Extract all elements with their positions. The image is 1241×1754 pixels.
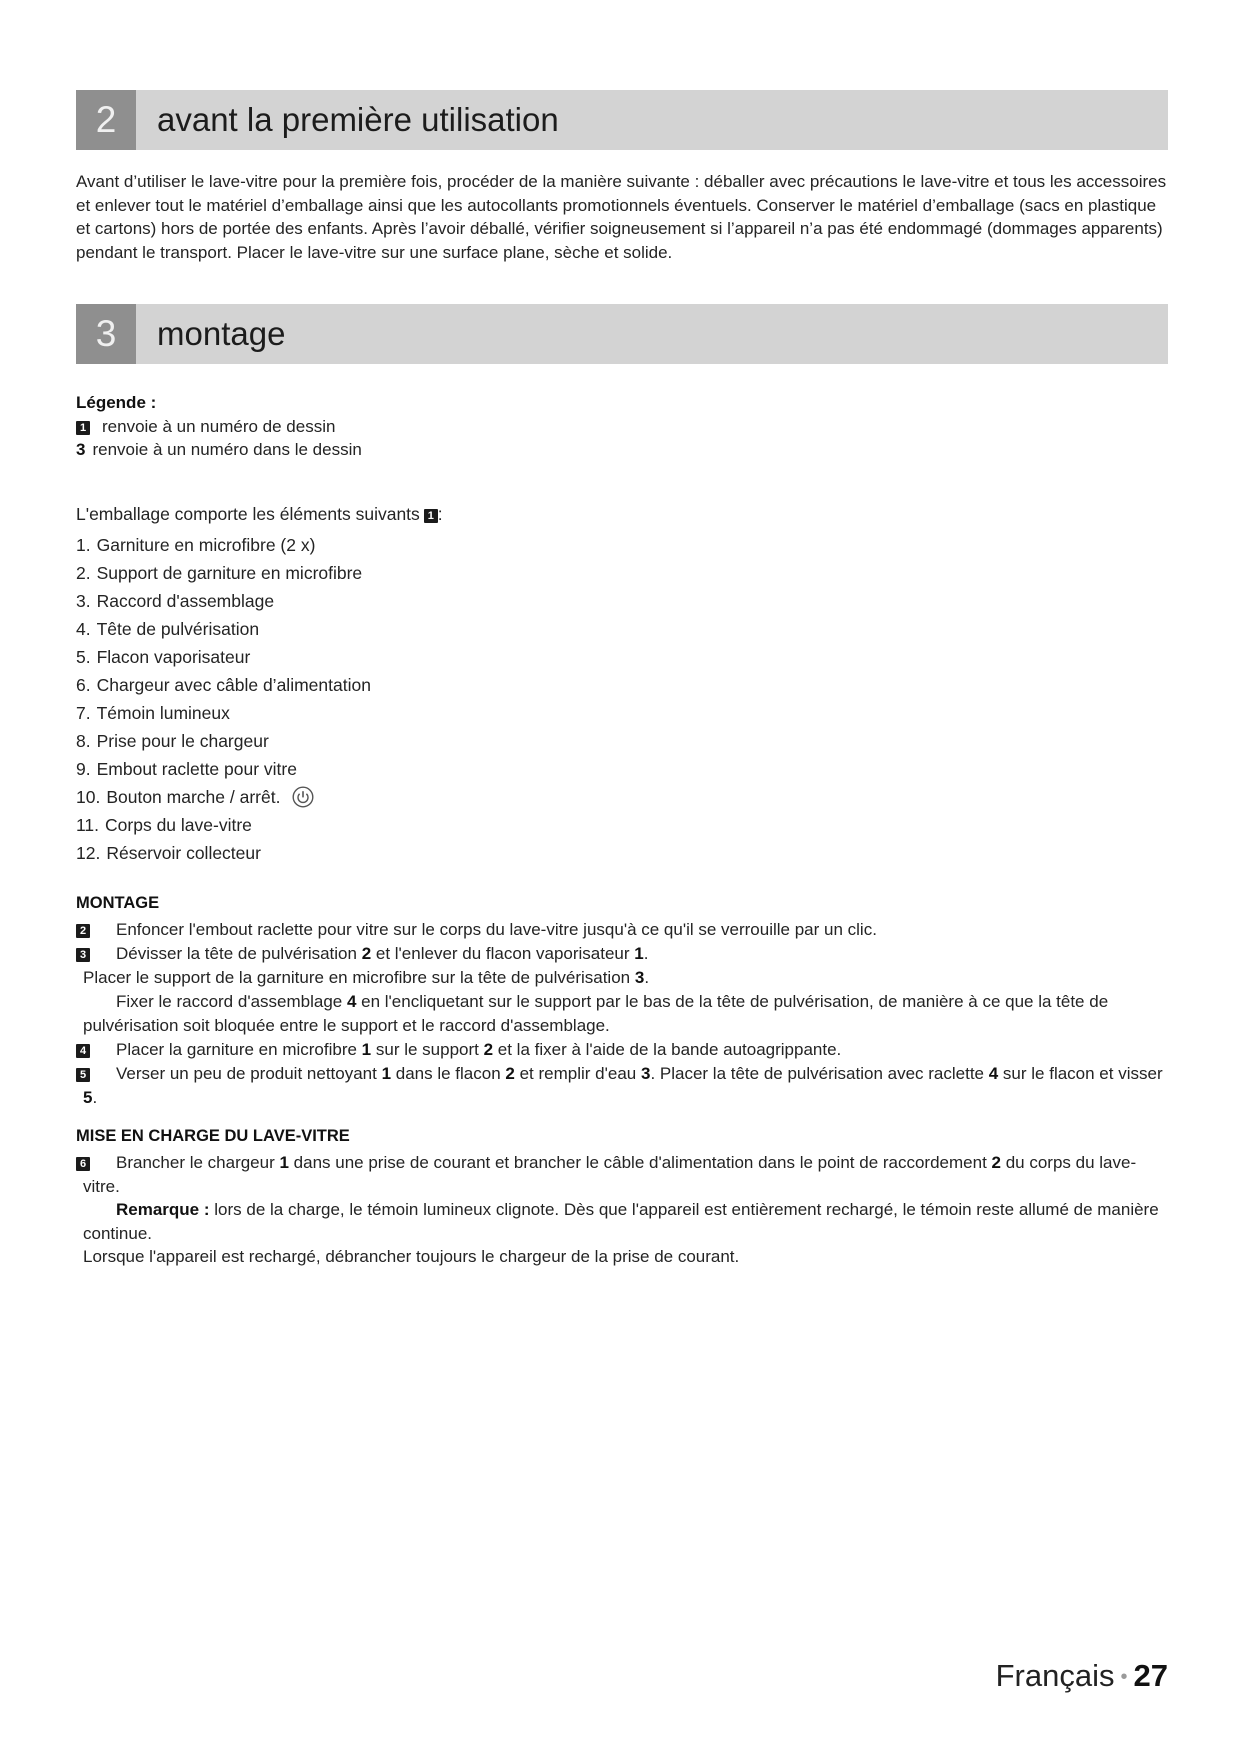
legend: [76, 391, 1168, 462]
list-item: [76, 559, 1168, 587]
contents-list: [76, 531, 1168, 867]
package-contents: [76, 500, 1168, 867]
figure-number-badge: 4: [76, 1044, 90, 1058]
list-item: [76, 783, 1168, 811]
item-label: Embout raclette pour vitre: [96, 759, 297, 779]
item-label: Support de garniture en microfibre: [96, 563, 363, 583]
item-number: 7.: [76, 703, 91, 723]
step-text: Brancher le chargeur: [116, 1153, 280, 1172]
step-text: Placer la garniture en microfibre: [116, 1040, 362, 1059]
instruction-step: [76, 966, 1168, 990]
list-item: [76, 615, 1168, 643]
list-item: [76, 811, 1168, 839]
legend-title: Légende :: [76, 393, 157, 412]
part-number: 1: [381, 1064, 392, 1083]
step-text: Dévisser la tête de pulvérisation: [116, 944, 362, 963]
section-header-assembly: [76, 304, 1168, 364]
part-number: 1: [361, 1040, 372, 1059]
part-number: 3: [640, 1064, 651, 1083]
item-number: 9.: [76, 759, 91, 779]
contents-intro: [76, 500, 1168, 528]
first-use-instructions: [76, 170, 1168, 264]
item-number: 10.: [76, 787, 101, 807]
item-number: 3.: [76, 591, 91, 611]
contents-intro-suffix: :: [437, 504, 443, 524]
step-text: Verser un peu de produit nettoyant: [116, 1064, 382, 1083]
item-number: 2.: [76, 563, 91, 583]
figure-number-badge: 3: [76, 948, 90, 962]
step-text: .: [643, 944, 649, 963]
contents-intro-text: L'emballage comporte les éléments suivants: [76, 504, 420, 524]
section-number: 2: [76, 90, 136, 150]
list-item: [76, 531, 1168, 559]
footer-language: Français: [995, 1658, 1115, 1693]
step-text: dans une prise de courant et brancher le câble d'alimentation dans le point de raccordement: [288, 1153, 992, 1172]
part-number: 2: [505, 1064, 515, 1083]
step-text: .: [644, 968, 650, 987]
step-text: en l'encliquetant sur le support par le bas de la tête de pulvérisation, de manière à ce que la tête de pulvérisation soit bloquée entre le support et le raccord d'assemblage.: [83, 992, 1109, 1035]
figure-number-badge: 2: [76, 924, 90, 938]
item-number: 8.: [76, 731, 91, 751]
step-text: Placer le support de la garniture en microfibre sur la tête de pulvérisation: [83, 968, 635, 987]
instructions: [76, 891, 1168, 1269]
montage-heading: MONTAGE: [76, 894, 160, 912]
page-footer: [996, 1657, 1168, 1696]
figure-number-badge: 6: [76, 1157, 90, 1171]
list-item: [76, 587, 1168, 615]
power-icon: [292, 786, 314, 808]
list-item: [76, 643, 1168, 671]
step-text: .: [92, 1088, 98, 1107]
note-label: Remarque :: [116, 1200, 210, 1219]
item-label: Garniture en microfibre (2 x): [96, 535, 316, 555]
item-label: Tête de pulvérisation: [96, 619, 260, 639]
page-number: 27: [1133, 1658, 1168, 1693]
item-label: Flacon vaporisateur: [96, 647, 251, 667]
step-text: dans le flacon: [391, 1064, 506, 1083]
step-text: Lorsque l'appareil est rechargé, débrancher toujours le chargeur de la prise de courant.: [83, 1247, 740, 1266]
first-use-paragraph: Avant d’utiliser le lave-vitre pour la première fois, procéder de la manière suivante : déballer avec précautions le lave-vitre et tous les accessoires et enlever tout le matériel d’emballage ainsi que les autocollants promotionnels éventuels. Conserver le matériel d’emballage (sacs en plastique et cartons) hors de portée des enfants. Après l’avoir déballé, vérifier soigneusement si l’appareil n’a pas été endommagé (dommages apparents) pendant le transport. Placer le lave-vitre sur une surface plane, sèche et solide.: [76, 172, 1167, 262]
legend-item: [76, 438, 1168, 462]
figure-number-badge: 1: [76, 421, 90, 435]
part-number: 1: [279, 1153, 289, 1172]
charging-heading: MISE EN CHARGE DU LAVE-VITRE: [76, 1127, 350, 1145]
step-text: . Placer la tête de pulvérisation avec raclette: [650, 1064, 989, 1083]
item-label: Raccord d'assemblage: [96, 591, 275, 611]
footer-separator: •: [1120, 1666, 1128, 1688]
legend-item: [76, 415, 1168, 439]
item-number: 1.: [76, 535, 91, 555]
step-text: Enfoncer l'embout raclette pour vitre sur le corps du lave-vitre jusqu'à ce qu'il se verrouille par un clic.: [116, 920, 877, 939]
instruction-step: [76, 942, 1168, 966]
step-text: du corps du lave-vitre.: [83, 1153, 1137, 1196]
charging-section: [76, 1124, 1168, 1269]
figure-number-badge: 1: [424, 509, 438, 523]
list-item: [76, 699, 1168, 727]
instruction-step: [76, 1062, 1168, 1110]
legend-text: renvoie à un numéro dans le dessin: [92, 440, 362, 459]
part-number: 5: [83, 1088, 93, 1107]
instruction-step: [76, 990, 1168, 1038]
instruction-step: [76, 1038, 1168, 1062]
section-title: montage: [157, 315, 286, 352]
note: [76, 1198, 1168, 1245]
step-text: et l'enlever du flacon vaporisateur: [371, 944, 635, 963]
section-number: 3: [76, 304, 136, 364]
figure-number-badge: 5: [76, 1068, 90, 1082]
note-text: lors de la charge, le témoin lumineux clignote. Dès que l'appareil est entièrement rechargé, le témoin reste allumé de manière continue.: [83, 1200, 1159, 1243]
item-number: 4.: [76, 619, 91, 639]
legend-number: 3: [76, 440, 86, 459]
item-number: 5.: [76, 647, 91, 667]
item-number: 11.: [76, 815, 100, 835]
part-number: 1: [634, 944, 644, 963]
item-label: Témoin lumineux: [96, 703, 230, 723]
list-item: [76, 727, 1168, 755]
step-text: sur le support: [371, 1040, 484, 1059]
part-number: 3: [634, 968, 645, 987]
montage-section: [76, 891, 1168, 1110]
step-text: Fixer le raccord d'assemblage: [116, 992, 347, 1011]
step-text: et remplir d'eau: [514, 1064, 641, 1083]
section-title: avant la première utilisation: [157, 101, 559, 138]
legend-text: renvoie à un numéro de dessin: [102, 416, 336, 436]
item-label: Corps du lave-vitre: [105, 815, 252, 835]
instruction-step: [76, 1151, 1168, 1198]
item-label: Bouton marche / arrêt.: [106, 787, 281, 807]
item-label: Chargeur avec câble d’alimentation: [96, 675, 371, 695]
item-number: 12.: [76, 843, 101, 863]
list-item: [76, 671, 1168, 699]
instruction-step: [76, 1245, 1168, 1269]
step-text: et la fixer à l'aide de la bande autoagrippante.: [493, 1040, 842, 1059]
item-label: Réservoir collecteur: [106, 843, 261, 863]
section-header-first-use: [76, 90, 1168, 150]
list-item: [76, 755, 1168, 783]
item-number: 6.: [76, 675, 91, 695]
step-text: sur le flacon et visser: [998, 1064, 1163, 1083]
part-number: 2: [361, 944, 372, 963]
part-number: 4: [346, 992, 357, 1011]
part-number: 2: [991, 1153, 1001, 1172]
part-number: 4: [988, 1064, 999, 1083]
instruction-step: [76, 918, 1168, 942]
list-item: [76, 839, 1168, 867]
item-label: Prise pour le chargeur: [96, 731, 269, 751]
part-number: 2: [483, 1040, 494, 1059]
